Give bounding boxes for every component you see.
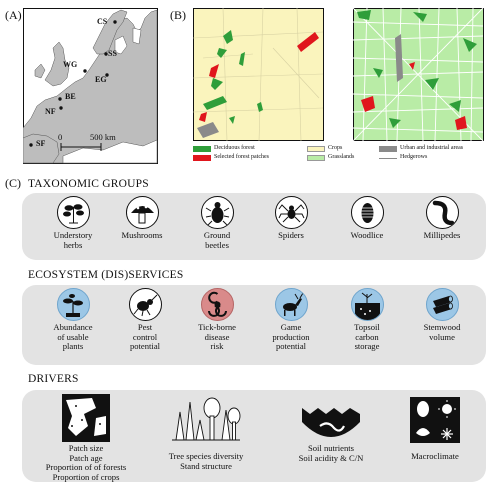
taxon-label-line1: Understory bbox=[53, 230, 93, 240]
taxon-woodlice bbox=[336, 196, 398, 241]
legend-swatch-urban bbox=[379, 146, 397, 152]
trees-icon bbox=[170, 392, 242, 444]
taxon-ground-beetles bbox=[186, 196, 248, 250]
section-title-services: ECOSYSTEM (DIS)SERVICES bbox=[28, 269, 184, 281]
map-legend bbox=[193, 146, 488, 170]
taxon-label-line1: Millipedes bbox=[423, 230, 461, 240]
legend-label-crops: Crops bbox=[328, 145, 343, 151]
driver-label-line4: Proportion of crops bbox=[52, 471, 120, 482]
legend-swatch-hedgerows bbox=[379, 158, 397, 159]
driver-label-line3: Proportion of of forests bbox=[45, 462, 127, 473]
scale-zero: 0 bbox=[58, 132, 63, 142]
service-stemwood-volume bbox=[411, 288, 473, 342]
driver-climate-labels bbox=[398, 452, 472, 462]
driver-soil-labels bbox=[276, 444, 386, 463]
site-label-nf: NF bbox=[45, 107, 56, 116]
service-label-line1: Topsoil bbox=[354, 322, 380, 332]
legend-swatch-selected bbox=[193, 155, 211, 161]
topsoil-icon bbox=[351, 288, 384, 321]
legend-label-hedgerows: Hedgerows bbox=[400, 154, 428, 160]
taxon-millipedes bbox=[411, 196, 473, 241]
section-title-taxonomic: TAXONOMIC GROUPS bbox=[28, 178, 149, 190]
legend-label-grasslands: Grasslands bbox=[328, 154, 355, 160]
driver-label-line1: Tree species diversity bbox=[168, 451, 244, 461]
landscape-map-agricultural bbox=[193, 8, 324, 141]
driver-label-line2: Stand structure bbox=[180, 460, 232, 471]
panel-label-b: (B) bbox=[170, 8, 186, 22]
service-label-line2: control bbox=[132, 331, 158, 342]
panel-label-a: (A) bbox=[5, 8, 22, 22]
game-icon bbox=[275, 288, 308, 321]
taxon-label-line2: herbs bbox=[63, 239, 83, 250]
legend-swatch-grasslands bbox=[307, 155, 325, 161]
service-label-line2: carbon bbox=[355, 331, 379, 342]
legend-label-deciduous: Deciduous forest bbox=[214, 145, 255, 151]
legend-swatch-deciduous bbox=[193, 146, 211, 152]
service-label-line3: risk bbox=[210, 341, 224, 351]
legend-swatch-crops bbox=[307, 146, 325, 152]
soil-icon bbox=[300, 404, 362, 444]
service-label-line3: potential bbox=[275, 341, 307, 351]
site-label-ss: SS bbox=[108, 49, 117, 58]
service-label-line2: production bbox=[272, 331, 310, 342]
driver-label-line1: Macroclimate bbox=[411, 451, 459, 461]
pest-icon bbox=[129, 288, 162, 321]
driver-label-line2: Soil acidity & C/N bbox=[298, 452, 364, 463]
driver-label-line1: Soil nutrients bbox=[307, 443, 355, 453]
service-label-line3: storage bbox=[354, 341, 380, 351]
taxon-label-line1: Spiders bbox=[278, 230, 304, 240]
site-label-wg: WG bbox=[63, 60, 78, 69]
service-label-line2: volume bbox=[429, 331, 455, 342]
plant-icon bbox=[57, 288, 90, 321]
service-label-line2: disease bbox=[204, 331, 230, 342]
millipede-icon bbox=[426, 196, 459, 229]
beetle-icon bbox=[201, 196, 234, 229]
service-label-line3: potential bbox=[129, 341, 161, 351]
taxon-label-line1: Woodlice bbox=[350, 230, 384, 240]
woodlouse-icon bbox=[351, 196, 384, 229]
legend-label-urban: Urban and industrial areas bbox=[400, 145, 464, 151]
taxon-label-line2: beetles bbox=[205, 239, 229, 250]
driver-label-line2: Patch age bbox=[69, 452, 103, 463]
herb-icon bbox=[57, 196, 90, 229]
panel-label-c: (C) bbox=[5, 176, 21, 190]
climate-icon bbox=[410, 397, 460, 443]
mushroom-icon bbox=[126, 196, 159, 229]
driver-landscape-labels bbox=[30, 444, 142, 482]
legend-label-selected: Selected forest patches bbox=[214, 154, 269, 160]
scale-label: 500 km bbox=[90, 132, 116, 142]
service-label-line1: Abundance bbox=[53, 322, 93, 332]
tick-icon bbox=[201, 288, 234, 321]
taxon-spiders bbox=[260, 196, 322, 241]
taxon-label-line1: Mushrooms bbox=[121, 230, 163, 240]
driver-forest-labels bbox=[150, 452, 262, 471]
site-label-sf: SF bbox=[36, 139, 46, 148]
landscape-map-grassland bbox=[353, 8, 484, 141]
taxon-label-line1: Ground bbox=[203, 230, 231, 240]
service-label-line1: Tick-borne bbox=[198, 322, 236, 332]
service-label-line3: plants bbox=[62, 341, 84, 351]
service-label-line1: Stemwood bbox=[423, 322, 461, 332]
service-tick-borne-risk bbox=[186, 288, 248, 352]
patch-icon bbox=[62, 394, 110, 442]
service-pest-control bbox=[114, 288, 176, 352]
spider-icon bbox=[275, 196, 308, 229]
service-label-line1: Game bbox=[280, 322, 302, 332]
driver-label-line1: Patch size bbox=[68, 443, 104, 453]
site-label-cs: CS bbox=[97, 17, 108, 26]
section-title-drivers: DRIVERS bbox=[28, 373, 79, 385]
service-game-production bbox=[259, 288, 323, 352]
service-topsoil-carbon bbox=[336, 288, 398, 352]
site-label-be: BE bbox=[65, 92, 76, 101]
service-label-line2: of usable bbox=[57, 331, 89, 342]
service-label-line1: Pest bbox=[137, 322, 153, 332]
stemwood-icon bbox=[426, 288, 459, 321]
taxon-mushrooms bbox=[111, 196, 173, 241]
service-usable-plants bbox=[40, 288, 106, 352]
taxon-understory-herbs bbox=[42, 196, 104, 250]
site-label-eg: EG bbox=[95, 75, 107, 84]
